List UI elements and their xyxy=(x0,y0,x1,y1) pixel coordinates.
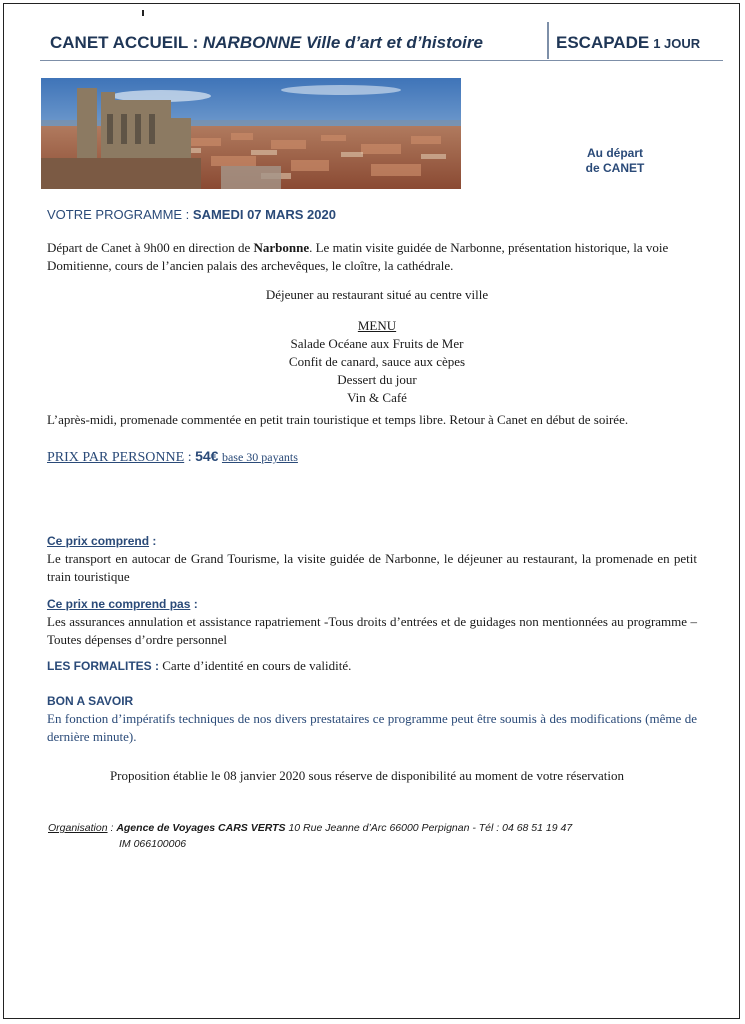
trip-type: ESCAPADE xyxy=(556,33,650,52)
price-line xyxy=(47,447,298,467)
afternoon-programme: L’après-midi, promenade commentée en petit train touristique et temps libre. Retour à Canet en début de soirée. xyxy=(47,412,629,427)
menu-item: Salade Océane aux Fruits de Mer xyxy=(290,336,464,351)
formalites-label: LES FORMALITES : xyxy=(47,659,159,673)
excludes-title: Ce prix ne comprend pas xyxy=(47,597,191,611)
bon-a-savoir-title: BON A SAVOIR xyxy=(47,694,134,708)
proposition-note: Proposition établie le 08 janvier 2020 sous réserve de disponibilité au moment de votre réservation xyxy=(109,768,625,783)
header-destination: NARBONNE Ville d’art et d’histoire xyxy=(203,33,483,52)
lunch-note: Déjeuner au restaurant situé au centre ville xyxy=(265,287,489,302)
narbonne-panorama-photo xyxy=(41,78,461,189)
scan-mark xyxy=(142,10,144,16)
organisation-sep: : xyxy=(107,822,117,834)
header-title xyxy=(50,33,483,53)
intro-text-1: Départ de Canet à 9h00 en direction de xyxy=(47,240,254,255)
agency-registration: IM 066100006 xyxy=(119,838,187,850)
departure-line-1: Au départ xyxy=(586,146,643,160)
bon-a-savoir-text: En fonction d’impératifs techniques de nos divers prestataires ce programme peut être soumis à des modifications (même de dernière minute). xyxy=(47,711,697,744)
document-header xyxy=(40,22,723,61)
price-basis: base 30 payants xyxy=(221,450,298,464)
price-includes: Ce prix comprend : Le transport en autocar de Grand Tourisme, la visite guidée de Narbonne, le déjeuner au restaurant, la promenade en petit train touristique xyxy=(47,534,697,584)
organisation-footer xyxy=(48,820,572,852)
includes-title: Ce prix comprend xyxy=(47,534,150,548)
price-label: PRIX PAR PERSONNE xyxy=(47,450,185,465)
bon-a-savoir xyxy=(47,692,697,746)
formalites-text: Carte d’identité en cours de validité. xyxy=(159,658,352,673)
programme-label: VOTRE PROGRAMME : xyxy=(47,207,193,222)
menu-title: MENU xyxy=(357,318,397,333)
menu-item: Dessert du jour xyxy=(337,372,417,387)
formalites xyxy=(47,657,697,675)
trip-duration: 1 JOUR xyxy=(653,36,701,51)
header-divider xyxy=(547,22,549,59)
menu-item: Vin & Café xyxy=(347,390,407,405)
price-sep: : xyxy=(184,450,196,465)
menu-item: Confit de canard, sauce aux cèpes xyxy=(288,354,466,369)
departure-note xyxy=(560,146,670,176)
intro-text-2: . Le matin visite guidée de Narbonne, présentation historique, la voie Domitienne, cours de l’ancien palais des archevêques, le cloître, la cathédrale. xyxy=(47,240,669,273)
excludes-text: Les assurances annulation et assistance rapatriement -Tous droits d’entrées et de guidages non mentionnées au programme – Toutes dépenses d’ordre personnel xyxy=(47,614,697,647)
agency-address: 10 Rue Jeanne d’Arc 66000 Perpignan - Tél : 04 68 51 19 47 xyxy=(285,822,573,834)
header-trip-type xyxy=(556,33,700,53)
intro-city: Narbonne xyxy=(253,240,310,255)
includes-text: Le transport en autocar de Grand Tourisme, la visite guidée de Narbonne, le déjeuner au restaurant, la promenade en petit train touristique xyxy=(47,551,697,584)
departure-line-2: de CANET xyxy=(585,161,645,175)
menu-block xyxy=(47,317,707,407)
price-excludes: Ce prix ne comprend pas : Les assurances annulation et assistance rapatriement -Tous droits d’entrées et de guidages non mentionnées au programme – Toutes dépenses d’ordre personnel xyxy=(47,597,697,647)
programme-intro xyxy=(47,239,707,275)
agency-name: Agence de Voyages CARS VERTS xyxy=(116,822,286,834)
programme-title xyxy=(47,207,336,222)
organisation-label: Organisation xyxy=(48,822,108,834)
price-amount: 54€ xyxy=(195,448,219,464)
programme-date: SAMEDI 07 MARS 2020 xyxy=(192,207,336,222)
header-prefix: CANET ACCUEIL : xyxy=(50,33,203,52)
